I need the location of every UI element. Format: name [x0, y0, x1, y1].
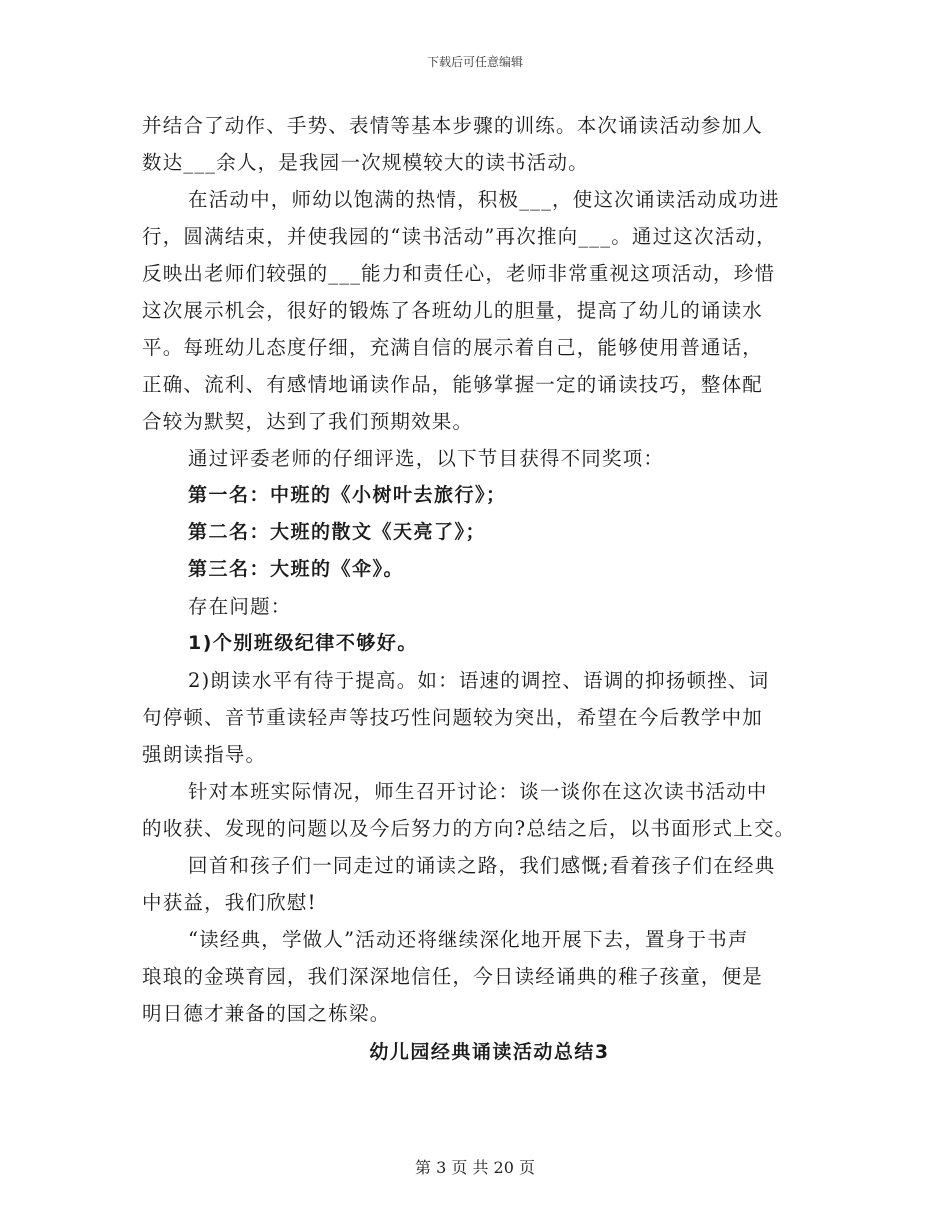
paragraph-line: 针对本班实际情况，师生召开讨论：谈一谈你在这次读书活动中 [188, 780, 768, 803]
issue-item-1: 1)个别班级纪律不够好。 [188, 632, 418, 654]
issue-item-2: 2)朗读水平有待于提高。如：语速的调控、语调的抑扬顿挫、词 [188, 669, 770, 692]
document-body [142, 107, 817, 1071]
page-header-note: 下载后可任意编辑 [426, 55, 523, 69]
paragraph-line: 的收获、发现的问题以及今后努力的方向?总结之后，以书面形式上交。 [142, 817, 796, 840]
paragraph-line: 这次展示机会，很好的锻炼了各班幼儿的胆量，提高了幼儿的诵读水 [142, 299, 764, 322]
paragraph-line: 并结合了动作、手势、表情等基本步骤的训练。本次诵读活动参加人 [142, 114, 764, 137]
paragraph-line: 明日德才兼备的国之栋梁。 [142, 1002, 391, 1025]
paragraph-line: 强朗读指导。 [142, 743, 267, 766]
paragraph-line: 句停顿、音节重读轻声等技巧性问题较为突出，希望在今后教学中加 [142, 706, 764, 729]
award-first-place: 第一名：中班的《小树叶去旅行》； [188, 484, 507, 506]
paragraph-line: 数达___余人，是我园一次规模较大的读书活动。 [142, 151, 589, 174]
award-second-place: 第二名：大班的散文《天亮了》； [188, 521, 487, 543]
page-number-footer: 第 3 页 共 20 页 [415, 1158, 535, 1177]
paragraph-line: 存在问题： [188, 595, 292, 618]
paragraph-line: 合较为默契，达到了我们预期效果。 [142, 410, 474, 433]
paragraph-line: 行，圆满结束，并使我园的“读书活动”再次推向___。通过这次活动， [142, 225, 777, 248]
paragraph-line: 琅琅的金瑛育园，我们深深地信任，今日读经诵典的稚子孩童，便是 [142, 965, 764, 988]
paragraph-line: 通过评委老师的仔细评选，以下节目获得不同奖项： [188, 447, 665, 470]
paragraph-line: 回首和孩子们一同走过的诵读之路，我们感慨;看着孩子们在经典 [188, 854, 776, 877]
paragraph-line: “读经典，学做人”活动还将继续深化地开展下去，置身于书声 [188, 928, 749, 951]
section-title: 幼儿园经典诵读活动总结3 [369, 1041, 610, 1063]
paragraph-line: 正确、流利、有感情地诵读作品，能够掌握一定的诵读技巧，整体配 [142, 373, 764, 396]
paragraph-line: 在活动中，师幼以饱满的热情，积极___，使这次诵读活动成功进 [188, 188, 780, 211]
paragraph-line: 平。每班幼儿态度仔细，充满自信的展示着自己，能够使用普通话， [142, 336, 764, 359]
award-third-place: 第三名：大班的《伞》。 [188, 558, 405, 580]
paragraph-line: 中获益，我们欣慰! [142, 891, 317, 914]
paragraph-line: 反映出老师们较强的___能力和责任心，老师非常重视这项活动，珍惜 [142, 262, 776, 285]
